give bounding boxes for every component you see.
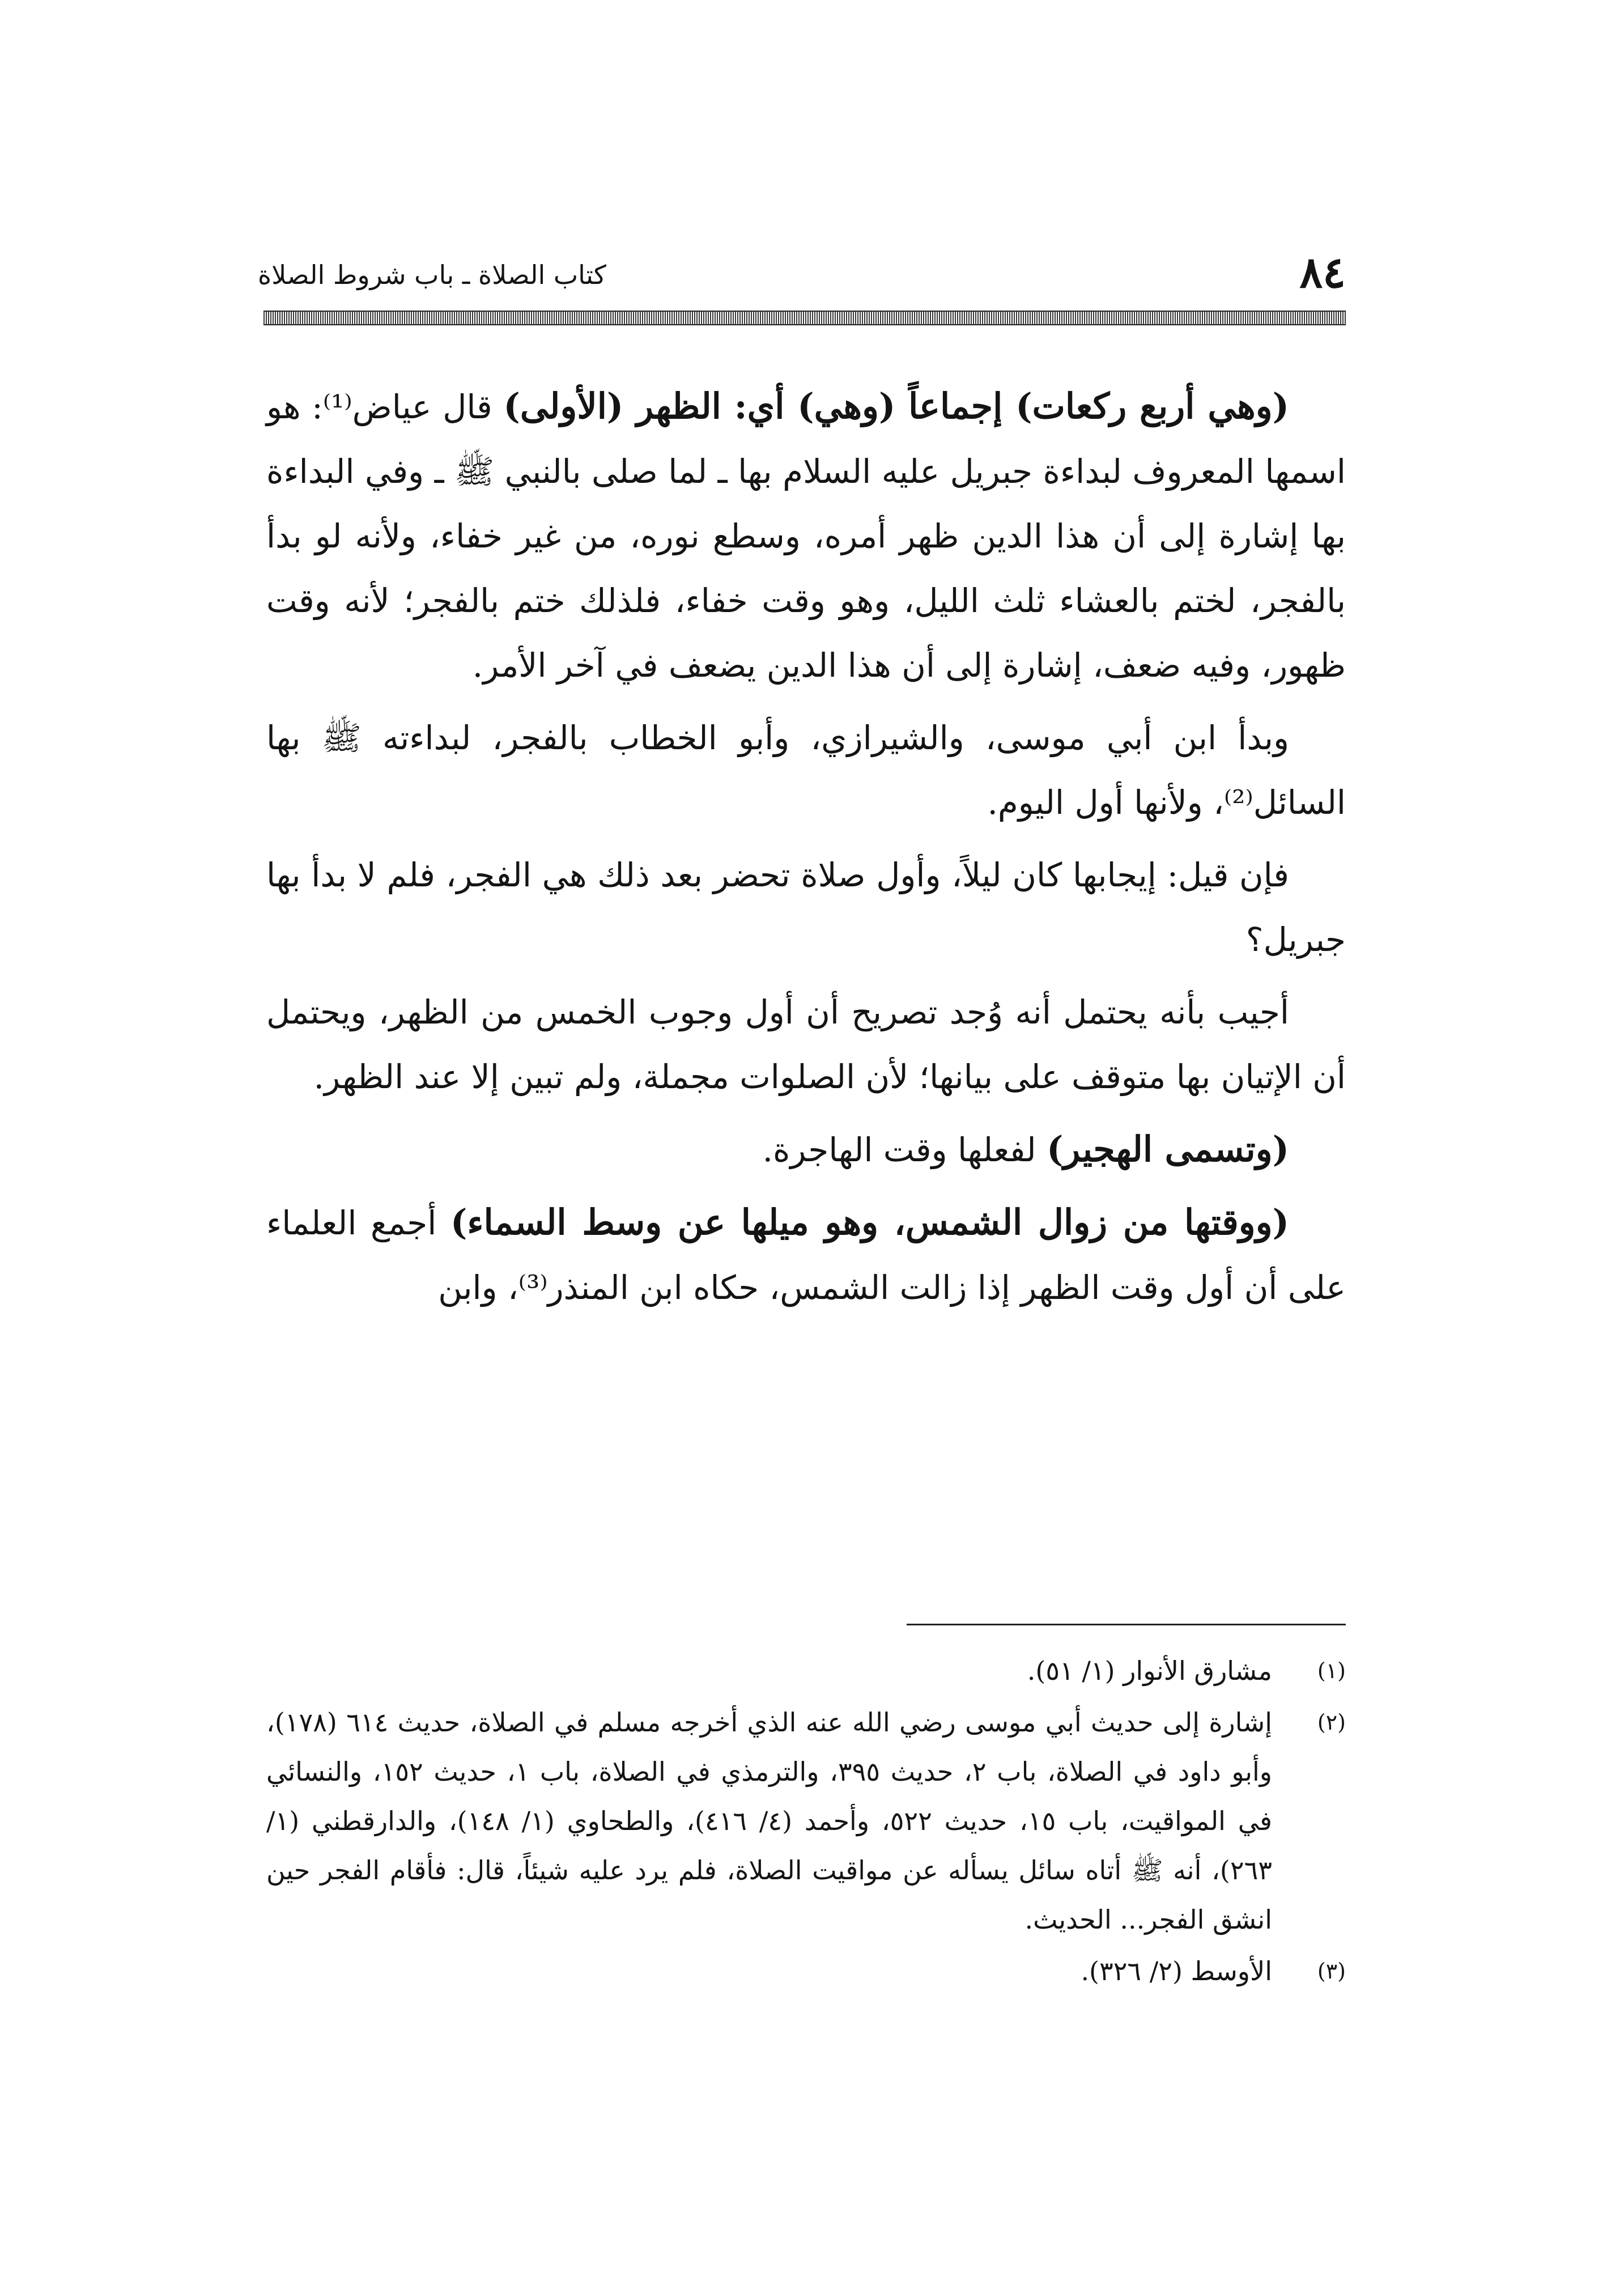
matn-text: (وتسمى الهجير) [1047, 1128, 1289, 1170]
footnote [266, 1698, 1346, 1944]
paragraph [266, 1117, 1346, 1182]
sharh-text: وبدأ ابن أبي موسى، والشيرازي، وأبو الخطاب بالفجر، لبداءته ﷺ بها السائل⁽²⁾، ولأنها أول اليوم. [266, 719, 1346, 822]
main-text [266, 374, 1346, 1328]
footnote [266, 1646, 1346, 1696]
footnote-number: (٢) [1317, 1710, 1346, 1735]
footnote [266, 1947, 1346, 1996]
sharh-text: أجيب بأنه يحتمل أنه وُجد تصريح أن أول وجوب الخمس من الظهر، ويحتمل أن الإتيان بها متوقف على بيانها؛ لأن الصلوات مجملة، ولم تبين إلا عند الظهر. [266, 993, 1346, 1096]
paragraph [266, 1190, 1346, 1320]
paragraph [266, 706, 1346, 835]
footnote-divider [907, 1624, 1346, 1625]
page-header [258, 244, 1346, 306]
footnotes [266, 1646, 1346, 1998]
footnote-text: إشارة إلى حديث أبي موسى رضي الله عنه الذي أخرجه مسلم في الصلاة، حديث ٦١٤ (١٧٨)، وأبو داود في الصلاة، باب ٢، حديث ٣٩٥، والترمذي في الصلاة، باب ١، حديث ١٥٢، والنسائي في المواقيت، باب ١٥، حديث ٥٢٢، وأحمد (٤/ ٤١٦)، والطحاوي (١/ ١٤٨)، والدارقطني (١/ ٢٦٣)، أنه ﷺ أتاه سائل يسأله عن مواقيت الصلاة، فلم يرد عليه شيئاً، قال: فأقام الفجر حين انشق الفجر... الحديث. [266, 1707, 1273, 1935]
footnote-text: الأوسط (٢/ ٣٢٦). [1081, 1956, 1272, 1986]
footnote-number: (٣) [1317, 1959, 1346, 1984]
footnote-number: (١) [1317, 1658, 1346, 1683]
paragraph [266, 374, 1346, 698]
header-divider [263, 311, 1346, 325]
sharh-text: قال عياض⁽¹⁾: هو اسمها المعروف لبداءة جبريل عليه السلام بها ـ لما صلى بالنبي ﷺ ـ وفي البداءة بها إشارة إلى أن هذا الدين ظهر أمره، وسطع نوره، من غير خفاء، ولأنه لو بدأ بالفجر، لختم بالعشاء ثلث الليل، وهو وقت خفاء، فلذلك ختم بالفجر؛ لأنه وقت ظهور، وفيه ضعف، إشارة إلى أن هذا الدين يضعف في آخر الأمر. [266, 388, 1346, 685]
sharh-text: أجمع العلماء على أن أول وقت الظهر إذا زالت الشمس، حكاه ابن المنذر⁽³⁾، وابن [266, 1204, 1346, 1307]
sharh-text: فإن قيل: إيجابها كان ليلاً، وأول صلاة تحضر بعد ذلك هي الفجر، فلم لا بدأ بها جبريل؟ [266, 856, 1346, 959]
footnote-text: مشارق الأنوار (١/ ٥١). [1027, 1655, 1272, 1686]
matn-text: (وهي أربع ركعات) إجماعاً (وهي) أي: الظهر (الأولى) [503, 385, 1289, 427]
running-title: كتاب الصلاة ـ باب شروط الصلاة [258, 260, 606, 290]
paragraph [266, 843, 1346, 972]
paragraph [266, 980, 1346, 1109]
matn-text: (ووقتها من زوال الشمس، وهو ميلها عن وسط السماء) [450, 1201, 1289, 1243]
sharh-text: لفعلها وقت الهاجرة. [762, 1131, 1047, 1169]
page-number: ٨٤ [1299, 247, 1346, 298]
